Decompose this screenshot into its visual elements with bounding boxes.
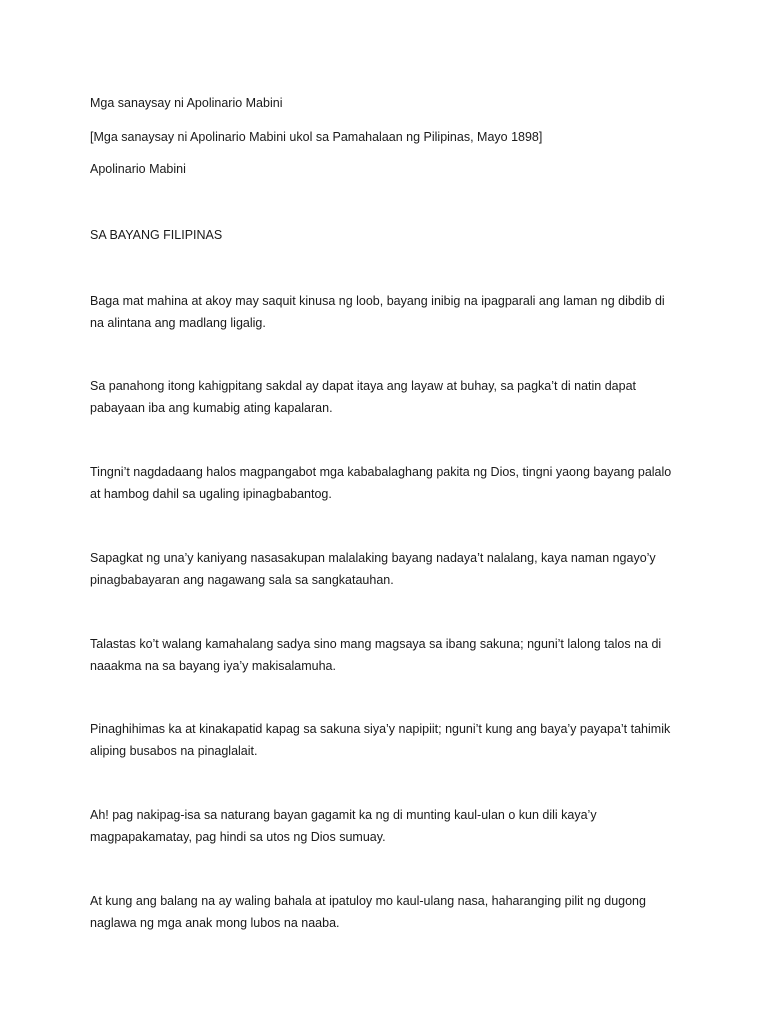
paragraph-line: At kung ang balang na ay waling bahala at ipatuloy mo kaul-ulang nasa, haharanging pilit ng dugong <box>90 894 646 908</box>
paragraph-line: Tingni’t nagdadaang halos magpangabot mga kababalaghang pakita ng Dios, tingni yaong bayang palalo <box>90 465 672 479</box>
paragraph-line: aliping busabos na pinaglalait. <box>90 744 258 758</box>
paragraph <box>90 804 690 848</box>
paragraph-line: pinagbabayaran ang nagawang sala sa sangkatauhan. <box>90 573 394 587</box>
section-heading: SA BAYANG FILIPINAS <box>90 228 223 242</box>
paragraph-line: Sa panahong itong kahigpitang sakdal ay dapat itaya ang layaw at buhay, sa pagka’t di natin dapat <box>90 379 637 393</box>
paragraph <box>90 461 690 505</box>
paragraph-line: magpapakamatay, pag hindi sa utos ng Dios sumuay. <box>90 830 386 844</box>
paragraph-line: naaakma na sa bayang iya’y makisalamuha. <box>90 659 336 673</box>
paragraph-line: Ah! pag nakipag-isa sa naturang bayan gagamit ka ng di munting kaul-ulan o kun dili kaya’y <box>90 808 597 822</box>
paragraph-line: Baga mat mahina at akoy may saquit kinusa ng loob, bayang inibig na ipagparali ang laman ng dibdib di <box>90 294 665 308</box>
paragraph <box>90 375 690 419</box>
paragraph-line: naglawa ng mga anak mong lubos na naaba. <box>90 916 340 930</box>
document-subtitle: [Mga sanaysay ni Apolinario Mabini ukol sa Pamahalaan ng Pilipinas, Mayo 1898] <box>90 130 543 144</box>
paragraph <box>90 547 690 591</box>
paragraph <box>90 718 690 762</box>
paragraph-line: na alintana ang madlang ligalig. <box>90 316 266 330</box>
paragraph-line: pabayaan iba ang kumabig ating kapalaran. <box>90 401 333 415</box>
paragraph <box>90 890 690 934</box>
paragraph-line: Pinaghihimas ka at kinakapatid kapag sa sakuna siya’y napipiit; nguni’t kung ang baya’y payapa’t tahimik <box>90 722 671 736</box>
paragraph <box>90 290 690 334</box>
paragraph-line: Talastas ko’t walang kamahalang sadya sino mang magsaya sa ibang sakuna; nguni’t lalong talos na di <box>90 637 662 651</box>
paragraph-line: at hambog dahil sa ugaling ipinagbabantog. <box>90 487 332 501</box>
paragraph-line: Sapagkat ng una’y kaniyang nasasakupan malalaking bayang nadaya’t nalalang, kaya naman ngayo’y <box>90 551 656 565</box>
document-title: Mga sanaysay ni Apolinario Mabini <box>90 96 283 110</box>
document-author: Apolinario Mabini <box>90 162 186 176</box>
paragraph <box>90 633 690 677</box>
